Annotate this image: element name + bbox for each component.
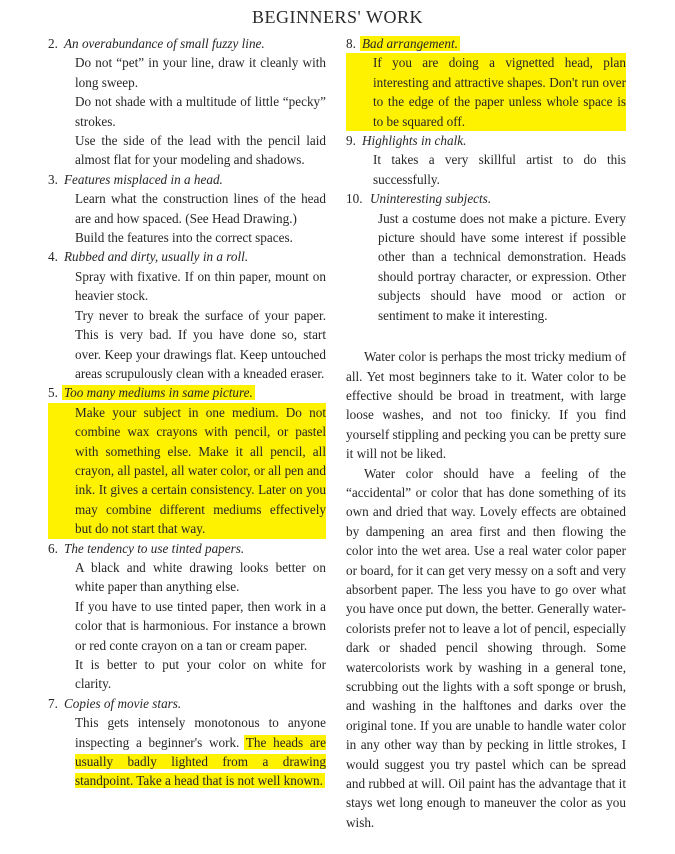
item-number: 9.: [346, 133, 356, 149]
item-number: 4.: [48, 249, 58, 265]
item-number: 6.: [48, 540, 58, 556]
list-item: [48, 34, 326, 170]
item-title: Copies of movie stars.: [64, 695, 182, 711]
item-title: The tendency to use tinted papers.: [64, 540, 245, 556]
item-number: 5.: [48, 385, 58, 401]
item-text: Learn what the construction lines of the head are and how spaced. (See Head Drawing.): [75, 191, 326, 226]
list-item: [346, 189, 626, 325]
item-text: If you are doing a vignetted head, plan interesting and attractive shapes. Don't run over to the edge of the paper unless whole space is to be squared off.: [346, 53, 626, 131]
item-heading: [48, 34, 326, 53]
item-title: Uninteresting subjects.: [370, 191, 492, 207]
item-number: 2.: [48, 36, 58, 51]
item-title: Rubbed and dirty, usually in a roll.: [64, 249, 249, 265]
water-color-section: [346, 347, 626, 832]
item-text: If you have to use tinted paper, then work in a color that is harmonious. For instance a brown or red conte crayon on a tan or cream paper.: [75, 598, 326, 653]
item-title: Highlights in chalk.: [362, 133, 467, 149]
paragraph: Water color should have a feeling of the “accidental” or color that has done something of its own and dried that way. Lovely effects are obtained by dampening an area first and then flowing the color into the wet area. Use a real water color paper or board, for it can get very messy on a soft and very absorbent paper. The less you have to go over what you have once put down, the better. Generally water-colorists prefer not to leave a lot of pencil, especially dark or shaded pencil showing through. Some watercolorists work by washing in a general tone, scrubbing out the lights with a soft sponge or brush, and washing in the halftones and darks over the original tone. If you are unable to handle water color in any other way than by pecking in little strokes, I would suggest you try pastel which can be spread and rubbed at will. Oil paint has the advantage that it stays wet long enough to maneuver the color as you wish.: [346, 465, 626, 830]
item-text: Do not shade with a multitude of little “pecky” strokes.: [75, 94, 326, 129]
list-item: [48, 539, 326, 694]
paragraph: Water color is perhaps the most tricky medium of all. Yet most beginners take to it. Water color to be effective should be broad in treatment, with large loose washes, and not too finicky. If you find yourself stippling and pecking you can be pretty sure it will not be liked.: [346, 349, 626, 462]
list-item: [48, 170, 326, 248]
item-title: Too many mediums in same picture.: [64, 385, 253, 401]
item-number: 7.: [48, 695, 58, 711]
item-text: Try never to break the surface of your paper. This is very bad. If you have done so, start over. Keep your drawings flat. Keep untouched areas scrupulously clean with a kneaded eraser.: [75, 307, 326, 381]
list-item-highlighted: [346, 34, 626, 131]
item-title: Features misplaced in a head.: [64, 171, 223, 187]
item-text: Do not “pet” in your line, draw it cleanly with long sweep.: [75, 55, 326, 90]
item-heading: [48, 247, 326, 266]
item-text: [48, 713, 326, 791]
item-text: Use the side of the lead with the pencil laid almost flat for your modeling and shadows.: [75, 133, 326, 168]
item-text-plain: This gets intensely monotonous to anyone inspecting a beginner's work.: [75, 715, 326, 750]
item-number: 3.: [48, 171, 58, 187]
list-item: [346, 131, 626, 189]
item-heading: [346, 131, 626, 150]
item-heading: [346, 34, 626, 53]
item-text: Just a costume does not make a picture. Every picture should have some interest if possible other than a technical demonstration. Heads should portray character, or expression. Other subjects should have mood or action or sentiment to make it interesting.: [378, 210, 626, 323]
item-number: 10.: [346, 191, 363, 207]
right-column: [346, 34, 626, 832]
item-text: Make your subject in one medium. Do not combine wax crayons with pencil, or pastel with something else. Make it all pencil, all crayon, all pastel, all water color, or all pen and ink. It gives a certain consistency. Later on you may combine different mediums effectively but do not start that way.: [48, 403, 326, 539]
list-item: [48, 247, 326, 383]
list-item: [48, 694, 326, 791]
item-text: A black and white drawing looks better on white paper than anything else.: [75, 559, 326, 595]
item-text: Build the features into the correct spaces.: [75, 230, 293, 246]
page-title: BEGINNERS' WORK: [252, 7, 423, 27]
item-heading: [48, 539, 326, 558]
item-title: Bad arrangement.: [362, 36, 458, 51]
item-heading: [346, 189, 626, 208]
left-column: [48, 34, 326, 791]
item-text: Spray with fixative. If on thin paper, mount on heavier stock.: [75, 268, 326, 304]
item-heading: [48, 383, 326, 402]
item-heading: [48, 170, 326, 189]
item-text-highlight: The heads are usually badly lighted from a drawing standpoint. Take a head that is not well known.: [75, 734, 326, 789]
item-text: It takes a very skillful artist to do this successfully.: [373, 152, 626, 187]
list-item-highlighted: [48, 383, 326, 538]
item-text: It is better to put your color on white for clarity.: [75, 657, 326, 692]
item-title: An overabundance of small fuzzy line.: [64, 36, 265, 51]
item-number: 8.: [346, 36, 356, 51]
item-heading: [48, 694, 326, 713]
